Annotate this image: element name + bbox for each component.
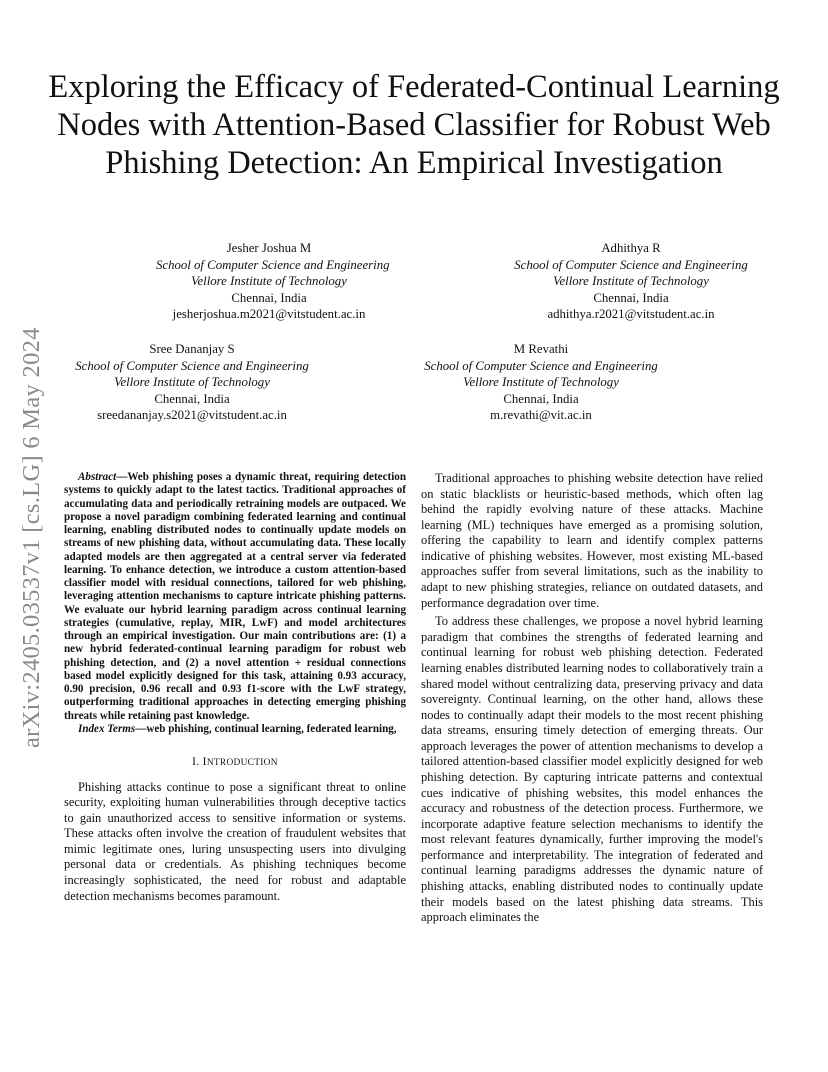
section-initial: I	[202, 756, 207, 768]
arxiv-identifier: arXiv:2405.03537v1 [cs.LG] 6 May 2024	[18, 327, 45, 748]
author-department: School of Computer Science and Engineering	[514, 257, 748, 272]
author-institution: Vellore Institute of Technology	[114, 375, 270, 390]
abstract-text: —Web phishing poses a dynamic threat, requiring detection systems to quickly adapt to the latest tactics. Traditional approaches of accumulating data and periodically retraining models are outpaced. We propose a novel paradigm combining federated learning and continual learning, enabling distributed nodes to continually update models on streams of new phishing data, without accumulating data. These locally adapted models are then aggregated at a central server via federated learning. To enhance detection, we introduce a custom attention-based classifier model with residual connections, tailored for web phishing, leveraging attention mechanisms to capture intricate phishing patterns. We evaluate our hybrid learning paradigm across continual learning strategies (cumulative, replay, MIR, LwF) and model architectures through an empirical investigation. Our main contributions are: (1) a new hybrid federated-continual learning paradigm for robust web phishing detection, and (2) a novel attention + residual connections based model explicitly designed for this task, attaining 0.93 accuracy, 0.90 precision, 0.96 recall and 0.93 f1-score with the LwF strategy, outperforming traditional approaches in detecting emerging phishing threats while retaining past knowledge.	[64, 471, 406, 722]
author-department: School of Computer Science and Engineering	[75, 358, 309, 373]
index-terms-text: —web phishing, continual learning, federated learning,	[135, 722, 397, 735]
author-name: Sree Dananjay S	[149, 342, 235, 356]
author-location: Chennai, India	[503, 391, 579, 406]
author-department: School of Computer Science and Engineering	[424, 358, 658, 373]
author-email[interactable]: jesherjoshua.m2021@vitstudent.ac.in	[172, 307, 366, 322]
author-location: Chennai, India	[593, 290, 669, 305]
author-email[interactable]: sreedananjay.s2021@vitstudent.ac.in	[97, 408, 287, 423]
intro-paragraph: Phishing attacks continue to pose a significant threat to online security, exploiting human vulnerabilities through deceptive tactics to gain unauthorized access to sensitive information or systems. These attacks often involve the creation of fraudulent websites that mimic legitimate ones, luring unsuspecting users into divulging personal data or credentials. As phishing techniques become increasingly sophisticated, the need for robust and adaptable detection mechanisms becomes paramount.	[64, 779, 406, 903]
author-location: Chennai, India	[154, 391, 230, 406]
author-block	[505, 240, 757, 323]
author-institution: Vellore Institute of Technology	[553, 274, 709, 289]
abstract-label: Abstract	[78, 471, 117, 483]
author-block	[156, 240, 390, 323]
author-block	[66, 341, 318, 424]
author-email[interactable]: adhithya.r2021@vitstudent.ac.in	[547, 307, 715, 322]
body-paragraph: Traditional approaches to phishing website detection have relied on static blacklists or heuristic-based methods, which often lag behind the rapidly evolving nature of these attacks. Machine learning (ML) techniques have emerged as a promising solution, offering the capability to learn and identify complex patterns indicative of phishing websites. However, most existing ML-based approaches suffer from several limitations, such as the inability to adapt to new phishing strategies, reliance on outdated datasets, and performance degradation over time.	[421, 471, 763, 610]
author-block	[414, 341, 668, 424]
index-terms-label: Index Terms	[78, 722, 136, 735]
section-number: I.	[192, 756, 200, 768]
author-name: Adhithya R	[601, 241, 661, 255]
abstract	[64, 471, 406, 723]
author-institution: Vellore Institute of Technology	[191, 274, 347, 289]
author-department: School of Computer Science and Engineering	[156, 257, 390, 272]
author-name: M Revathi	[513, 342, 569, 356]
section-heading	[64, 755, 406, 772]
author-name: Jesher Joshua M	[226, 241, 312, 255]
author-institution: Vellore Institute of Technology	[463, 375, 619, 390]
body-paragraph: To address these challenges, we propose a novel hybrid learning paradigm that combines the strengths of federated learning and continual learning for robust web phishing detection. Federated learning enables distributed learning nodes to collaboratively train a shared model without centralizing data, preserving privacy and data sovereignty. Continual learning, on the other hand, allows these nodes to continually adapt their models to the most recent phishing data streams, ensuring timely detection of emerging threats. Our approach leverages the power of attention mechanisms to develop a tailored attention-based classifier model explicitly designed for web phishing detection. By capturing intricate patterns and contextual cues indicative of phishing websites, this model enhances the accuracy and robustness of the detection process. Furthermore, we incorporate adaptive feature selection mechanisms to identify the most relevant features dynamically, further improving the model's performance and interpretability. The integration of federated and continual learning paradigms addresses the dynamic nature of phishing attacks, enabling distributed nodes to continually update their models based on the latest phishing data streams. This approach eliminates the	[421, 614, 763, 925]
index-terms	[64, 723, 406, 736]
left-column	[64, 471, 406, 904]
right-column	[421, 471, 763, 926]
paper-title: Exploring the Efficacy of Federated-Continual Learning Nodes with Attention-Based Classifier for Robust Web Phishing Detection: An Empirical Investigation	[48, 69, 780, 181]
author-location: Chennai, India	[231, 290, 307, 305]
author-email[interactable]: m.revathi@vit.ac.in	[490, 408, 592, 423]
section-title-rest: NTRODUCTION	[206, 758, 278, 768]
